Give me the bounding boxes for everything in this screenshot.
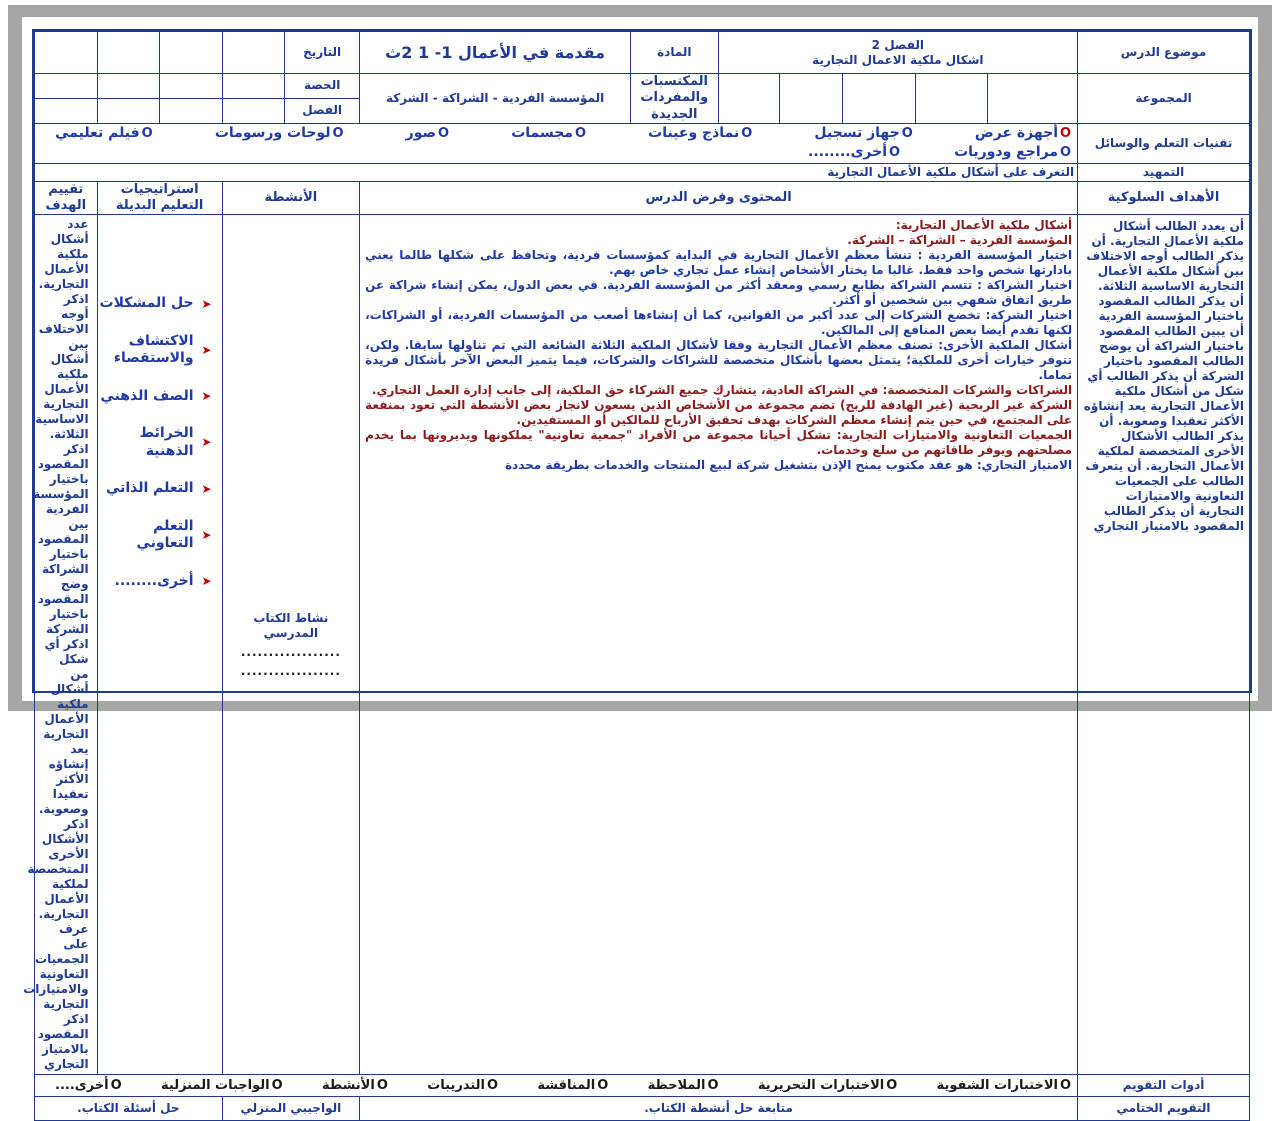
activity-line1: نشاط الكتاب [253,610,329,625]
tools-options-row2 [35,143,1077,163]
strategy-item[interactable]: ➤ التعلم الذاتي [105,480,212,497]
strategies-list [97,215,222,1075]
group-cell-1[interactable] [988,74,1078,124]
eval-option-discussion[interactable]: Oالمناقشة [537,1077,609,1093]
radio-circle-icon: O [574,125,587,141]
arrow-icon: ➤ [201,481,212,496]
content-paragraph: الامتياز التجاري: هو عقد مكتوب يمنح الإذن بتشغيل شركة لبيع المنتجات والخدمات بطريقة محددة [504,458,1073,473]
content-paragraph: الجمعيات التعاونية والامتيازات التجارية: تشكل أحيانا مجموعة من الأفراد "جمعية تعاونية" يملكونها ويديرونها بما يخدم مصلحتهم ويوفر طاقاتهم من سلع وخدمات. [365,428,1073,458]
vocab-label: المكتسبات والمفردات الجديدة [631,74,719,124]
eval-option-oral[interactable]: Oالاختبارات الشفوية [936,1077,1072,1093]
strategies-header: استراتيجيات التعليم البديلة [97,181,222,215]
homework-label: الواجيبي المنزلي [222,1097,360,1121]
radio-circle-icon: O [597,1077,609,1093]
columns-header-row [35,181,1250,215]
tool-option-other[interactable]: Oأخرى........ [808,144,901,161]
vocab-value: المؤسسة الفردية - الشراكة - الشركة [360,74,631,124]
group-cell-2[interactable] [915,74,988,124]
tools-row [35,123,1250,163]
eval-option-homework[interactable]: Oالواجبات المنزلية [161,1077,283,1093]
content-paragraph: اختيار الشراكة : تتسم الشراكة بطابع رسمي ومعقد أكثر من المؤسسة الفردية. في بعض الدول، يمكن إنشاء شراكة عن طريق اتفاق شفهي بين شخصين أو أكثر. [365,278,1073,308]
radio-circle-icon: O [741,125,753,141]
radio-circle-icon: O [1060,145,1072,161]
radio-circle-icon: O [376,1077,388,1093]
strategy-item[interactable]: ➤ أخرى........ [114,572,212,589]
content-paragraph: أشكال الملكية الأخرى: تصنف معظم الأعمال التجارية وفقا لأشكال الملكية الثلاثة الشائعة التي تم تناولها سابقا. ولكن، تتوفر خيارات أخرى للملكية؛ يتمثل بعضها بأشكال متخصصة للشراكات والشركات، فيما يتميز البعض الآخر بأشكال فريدة تماما. [365,338,1073,383]
tool-option-film[interactable]: Oفيلم تعليمي [55,124,153,141]
class-label: الفصل [285,98,360,123]
group-cell-5[interactable] [718,74,780,124]
content-paragraph: المؤسسة الفردية – الشراكة – الشركة. [847,233,1073,248]
radio-circle-icon: O [1060,125,1072,141]
header-row-2 [35,74,1250,99]
period-label: الحصة [285,74,360,99]
subject-label: المادة [631,32,719,74]
arrow-icon: ➤ [201,527,212,542]
tool-option-projectors[interactable]: Oأجهزة عرض [974,124,1072,141]
lesson-content [360,215,1078,1075]
date-cell-2[interactable] [160,32,223,74]
tool-option-solids[interactable]: Oمجسمات [511,124,587,141]
activity-line2: المدرسي [263,625,319,640]
chapter-title: اشكال ملكية الاعمال التجارية [812,52,984,67]
tool-option-pictures[interactable]: Oصور [405,124,450,141]
topic-label: موضوع الدرس [1078,32,1250,74]
activity-dots-2[interactable]: .................. [240,663,341,678]
class-cell-3[interactable] [97,98,160,123]
main-content-row [35,215,1250,1075]
eval-option-activities[interactable]: Oالأنشطة [322,1077,388,1093]
radio-circle-icon: O [707,1077,719,1093]
arrow-icon: ➤ [201,342,212,357]
intro-label: التمهيد [1078,163,1250,181]
radio-circle-icon: O [271,1077,283,1093]
period-cell-1[interactable] [222,74,285,99]
tool-option-charts[interactable]: Oلوحات ورسومات [214,124,344,141]
objectives-header: الأهداف السلوكية [1078,181,1250,215]
strategy-item[interactable]: ➤ الصف الذهني [100,387,212,404]
chapter-number: الفصل 2 [871,37,924,52]
lesson-plan-border [23,29,1252,1116]
content-header: المحتوى وفرض الدرس [360,181,1078,215]
homework-value: حل أسئلة الكتاب. [35,1097,223,1121]
closing-row [35,1097,1250,1121]
eval-option-written[interactable]: Oالاختبارات التحريرية [757,1077,898,1093]
strategy-item[interactable]: ➤ التعلم التعاوني [136,517,212,552]
date-cell-3[interactable] [97,32,160,74]
radio-circle-icon: O [332,125,344,141]
strategy-item[interactable]: ➤ الاكتشاف والاستقصاء [113,332,212,367]
tool-option-recorder[interactable]: Oجهاز تسجيل [814,124,913,141]
radio-circle-icon: O [886,1077,898,1093]
eval-option-observation[interactable]: Oالملاحظة [647,1077,719,1093]
content-paragraph: اختيار المؤسسة الفردية : تنشأ معظم الأعمال التجارية في البداية كمؤسسات فردية، وتحافظ على شكلها طالما يعني بادارتها شخص واحد فقط. غالبا ما يختار الأشخاص إنشاء عمل تجاري خاص بهم. [365,248,1073,278]
group-cell-3[interactable] [842,74,915,124]
radio-circle-icon: O [438,125,450,141]
closing-value: متابعة حل أنشطة الكتاب. [360,1097,1078,1121]
radio-circle-icon: O [889,145,901,161]
radio-circle-icon: O [141,125,153,141]
group-cell-4[interactable] [780,74,843,124]
activity-dots-1[interactable]: .................. [240,644,341,659]
evaluation-row [35,1075,1250,1097]
class-cell-1[interactable] [222,98,285,123]
eval-option-other[interactable]: Oأخرى.... [55,1077,122,1093]
tools-label: تقنيات التعلم والوسائل [1078,123,1250,163]
tool-option-references[interactable]: Oمراجع ودوريات [954,144,1072,161]
lesson-plan-sheet [22,17,1258,1116]
eval-option-exercises[interactable]: Oالتدريبات [427,1077,499,1093]
period-cell-3[interactable] [97,74,160,99]
class-cell-4[interactable] [35,98,98,123]
topic-value [718,32,1078,74]
lesson-plan-table [23,31,1250,1121]
tools-options-row1 [35,124,1077,144]
content-paragraph: أشكال ملكية الأعمال التجارية: [895,218,1073,233]
evaluation-options-row [35,1077,1077,1095]
objectives-text: أن يعدد الطالب أشكال ملكية الأعمال التجارية. أن يذكر الطالب أوجه الاختلاف بين أشكال ملكية الأعمال التجارية الاساسية الثلاثة. أن يذكر الطالب المقصود باختيار المؤسسة الفردية أن يبين الطالب المقصود باختيار الشراكة أن يوضح الطالب المقصود باختيار الشركة أن يذكر الطالب أي شكل من أشكال ملكية الأعمال التجارية يعد إنشاؤه الأكثر تعقيدا وصعوبة. أن يذكر الطالب الأشكال الأخرى المتخصصة لملكية الأعمال التجارية. أن يتعرف الطالب على الجمعيات التعاونية والامتيازات التجارية أن يذكر الطالب المقصود بالامتياز التجاري [1078,215,1250,1075]
strategy-item[interactable]: ➤ الخرائط الذهنية [139,425,212,459]
arrow-icon: ➤ [201,574,212,588]
radio-circle-icon: O [1060,1077,1072,1093]
activity-cell [222,215,360,1075]
tool-option-models[interactable]: Oنماذج وعينات [648,124,753,141]
date-cell-1[interactable] [222,32,285,74]
arrow-icon: ➤ [201,296,212,311]
arrow-icon: ➤ [201,435,212,450]
arrow-icon: ➤ [201,389,212,403]
tools-options [35,123,1078,163]
subject-value: مقدمة في الأعمال 1- 1 2ث [360,32,631,74]
activities-header: الأنشطة [222,181,360,215]
date-label: التاريخ [285,32,360,74]
period-cell-2[interactable] [160,74,223,99]
assessment-header: تقييم الهدف [35,181,98,215]
evaluation-options [35,1075,1078,1097]
evaluation-label: أدوات التقويم [1078,1075,1250,1097]
period-cell-4[interactable] [35,74,98,99]
assessment-text: عدد أشكال ملكية الأعمال التجارية. اذكر أوجه الاختلاف بين أشكال ملكية الأعمال التجارية الاساسية الثلاثة. اذكر المقصود باختيار المؤسسة الفردية بين المقصود باختيار الشراكة وضح المقصود باختيار الشركة اذكر أي شكل من أشكال ملكية الأعمال التجارية يعد إنشاؤه الأكثر تعقيدا وصعوبة. اذكر الأشكال الأخرى المتخصصة لملكية الأعمال التجارية. عرف على الجمعيات التعاونية والامتيازات التجارية اذكر المقصود بالامتياز التجاري [35,215,98,1075]
radio-circle-icon: O [110,1077,122,1093]
strategy-item[interactable]: ➤ حل المشكلات [99,295,212,312]
content-paragraph: الشركة غير الربحية (غير الهادفة للربح) تضم مجموعة من الأشخاص الذين يسعون لانجاز بعض الأنشطة التي تعود بمنفعة على المجتمع، في حين يتم إنشاء معظم الشركات بهدف تحقيق الأرباح للمالكين أو المستفيدين. [365,398,1073,428]
intro-row [35,163,1250,181]
radio-circle-icon: O [901,125,913,141]
closing-label: التقويم الختامي [1078,1097,1250,1121]
radio-circle-icon: O [486,1077,499,1093]
content-paragraph: الشراكات والشركات المتخصصة: في الشراكة العادية، يتشارك جميع الشركاء حق الملكية، إلى جانب إدارة العمل التجاري. [371,383,1073,398]
intro-text: التعرف على أشكال ملكية الأعمال التجارية [35,163,1078,181]
group-label: المجموعة [1078,74,1250,124]
header-row-1 [35,32,1250,74]
content-paragraph: اختيار الشركة: تخضع الشركات إلى عدد أكبر من القوانين، كما أن إنشاءها أصعب من المؤسسات الفردية، أو الشراكات، لكنها تقدم أيضا بعض المنافع إلى المالكين. [365,308,1073,338]
date-cell-4[interactable] [35,32,98,74]
class-cell-2[interactable] [160,98,223,123]
